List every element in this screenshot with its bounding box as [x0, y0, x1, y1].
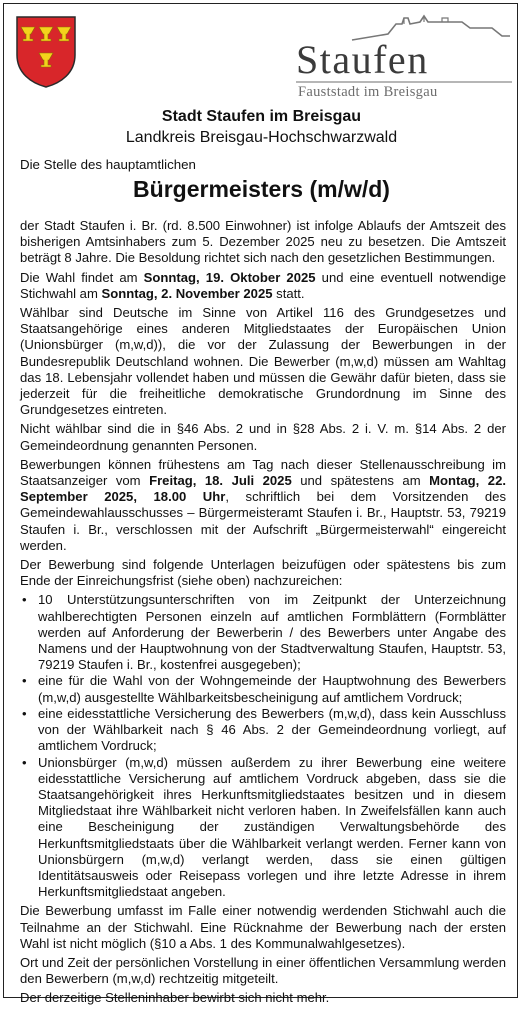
paragraph-eligibility: Wählbar sind Deutsche im Sinne von Artikel 116 des Grundgesetzes und Staatsangehörige eines anderen Mitgliedstaates der Europäischen Union (Unionsbürger (m,w,d)), die vor der Zulassung der Bewerbungen in der Bundesrepublik Deutschland wohnen. Die Bewerber (m,w,d) müssen am Wahltag das 18. Lebensjahr vollendet haben und müssen die Gewähr dafür bieten, dass sie jederzeit für die freiheitliche demokratische Grundordnung im Sinne des Grundgesetzes eintreten.: [20, 305, 506, 418]
bullet-icon: •: [22, 673, 27, 689]
coat-of-arms-icon: [15, 15, 77, 89]
district-heading: Landkreis Breisgau-Hochschwarzwald: [125, 129, 398, 146]
election-date: Sonntag, 19. Oktober 2025: [143, 269, 316, 285]
bullet-icon: •: [22, 754, 27, 770]
city-heading: Stadt Staufen im Breisgau: [161, 108, 362, 125]
runoff-date: Sonntag, 2. November 2025: [101, 285, 273, 301]
paragraph-election-dates: Die Wahl findet am Sonntag, 19. Oktober 2025 und eine eventuell notwendige Stichwahl am Sonntag, 2. November 2025 statt.: [20, 269, 507, 301]
paragraph-term: der Stadt Staufen i. Br. (rd. 8.500 Einwohner) ist infolge Ablaufs der Amtszeit des bisherigen Amtsinhabers zum 5. Dezember 2025 neu zu besetzen. Die Amtszeit beträgt 8 Jahre. Die Besoldung richtet sich nach den gesetzlichen Bestimmungen.: [20, 218, 506, 266]
bullet-icon: •: [22, 705, 27, 721]
list-item: • 10 Unterstützungsunterschriften von im Zeitpunkt der Unterzeichnung wahlberechtigten Personen einzeln auf amtlichen Formblättern (Formblätter werden auf Anforderung der Bewerberin / des Bewerbers unter Angabe des Namens und der Hauptwohnung von der Stadtverwaltung Staufen, Hauptstr. 53, 79219 Staufen i. Br., kostenfrei ausgegeben);: [22, 592, 506, 673]
documents-list: [20, 592, 506, 900]
intro-line: Die Stelle des hauptamtlichen: [20, 157, 196, 172]
submission-start-date: Freitag, 18. Juli 2025: [149, 473, 292, 489]
list-item: • eine eidesstattliche Versicherung des Bewerbers (m,w,d), dass kein Ausschluss von der Wählbarkeit nach § 46 Abs. 2 der Gemeindeordnung vorliegt, auf amtlichem Vordruck;: [22, 705, 506, 754]
paragraph-incumbent: Der derzeitige Stelleninhaber bewirbt sich nicht mehr.: [20, 990, 330, 1006]
brand-name: Staufen: [296, 37, 429, 82]
paragraph-documents-intro: Der Bewerbung sind folgende Unterlagen beizufügen oder spätestens bis zum Ende der Einreichungsfrist (siehe oben) nachzureichen:: [20, 557, 506, 589]
list-item: • Unionsbürger (m,w,d) müssen außerdem zu ihrer Bewerbung eine weitere eidesstattliche Versicherung auf amtlichem Vordruck abgeben, dass sie die Staatsangehörigkeit ihres Herkunftsmitgliedstaates besitzen und in diesem Mitgliedstaat ihre Wählbarkeit nicht verloren haben. In Zweifelsfällen kann auch eine Bescheinigung der zuständigen Verwaltungsbehörde des Herkunftsmitgliedstaats über die Wählbarkeit verlangt werden. Ferner kann von Unionsbürgern (m,w,d) verlangt werden, dass sie einen gültigen Identitätsausweis oder Reisepass vorlegen und ihre letzte Adresse in ihrem Herkunftsmitgliedstaat angeben.: [22, 754, 506, 900]
paragraph-submission: Bewerbungen können frühestens am Tag nach dieser Stellenausschreibung im Staatsanzeiger vom Freitag, 18. Juli 2025 und spätestens am Montag, 22. September 2025, 18.00 Uhr, schriftlich bei dem Vorsitzenden des Gemeindewahlausschusses – Bürgermeisteramt Staufen i. Br., Hauptstr. 53, 79219 Staufen i. Br., verschlossen mit der Aufschrift „Bürgermeisterwahl“ eingereicht werden.: [20, 456, 507, 553]
submission-deadline: Montag, 22. September 2025, 18.00 Uhr: [20, 473, 506, 505]
job-title: Bürgermeisters (m/w/d): [133, 176, 390, 202]
list-item: • eine für die Wahl von der Wohngemeinde der Hauptwohnung des Bewerbers (m,w,d) ausgestellte Wählbarkeitsbescheinigung auf amtlichem Vordruck;: [22, 673, 506, 705]
ad-body: [20, 218, 506, 1010]
paragraph-presentation: Ort und Zeit der persönlichen Vorstellung in einer öffentlichen Versammlung werden den Bewerbern (m,w,d) rechtzeitig mitgeteilt.: [20, 954, 506, 987]
bullet-icon: •: [22, 592, 27, 608]
brand-subtitle: Fauststadt im Breisgau: [298, 84, 438, 100]
paragraph-ineligibility: Nicht wählbar sind die in §46 Abs. 2 und in §28 Abs. 2 i. V. m. §14 Abs. 2 der Gemeindeordnung genannten Personen.: [20, 421, 506, 453]
paragraph-runoff: Die Bewerbung umfasst im Falle einer notwendig werdenden Stichwahl auch die Teilnahme an der Stichwahl. Eine Rücknahme der Bewerbung nach der ersten Wahl ist nicht möglich (§10 a Abs. 1 des Kommunalwahlgesetzes).: [20, 903, 506, 951]
